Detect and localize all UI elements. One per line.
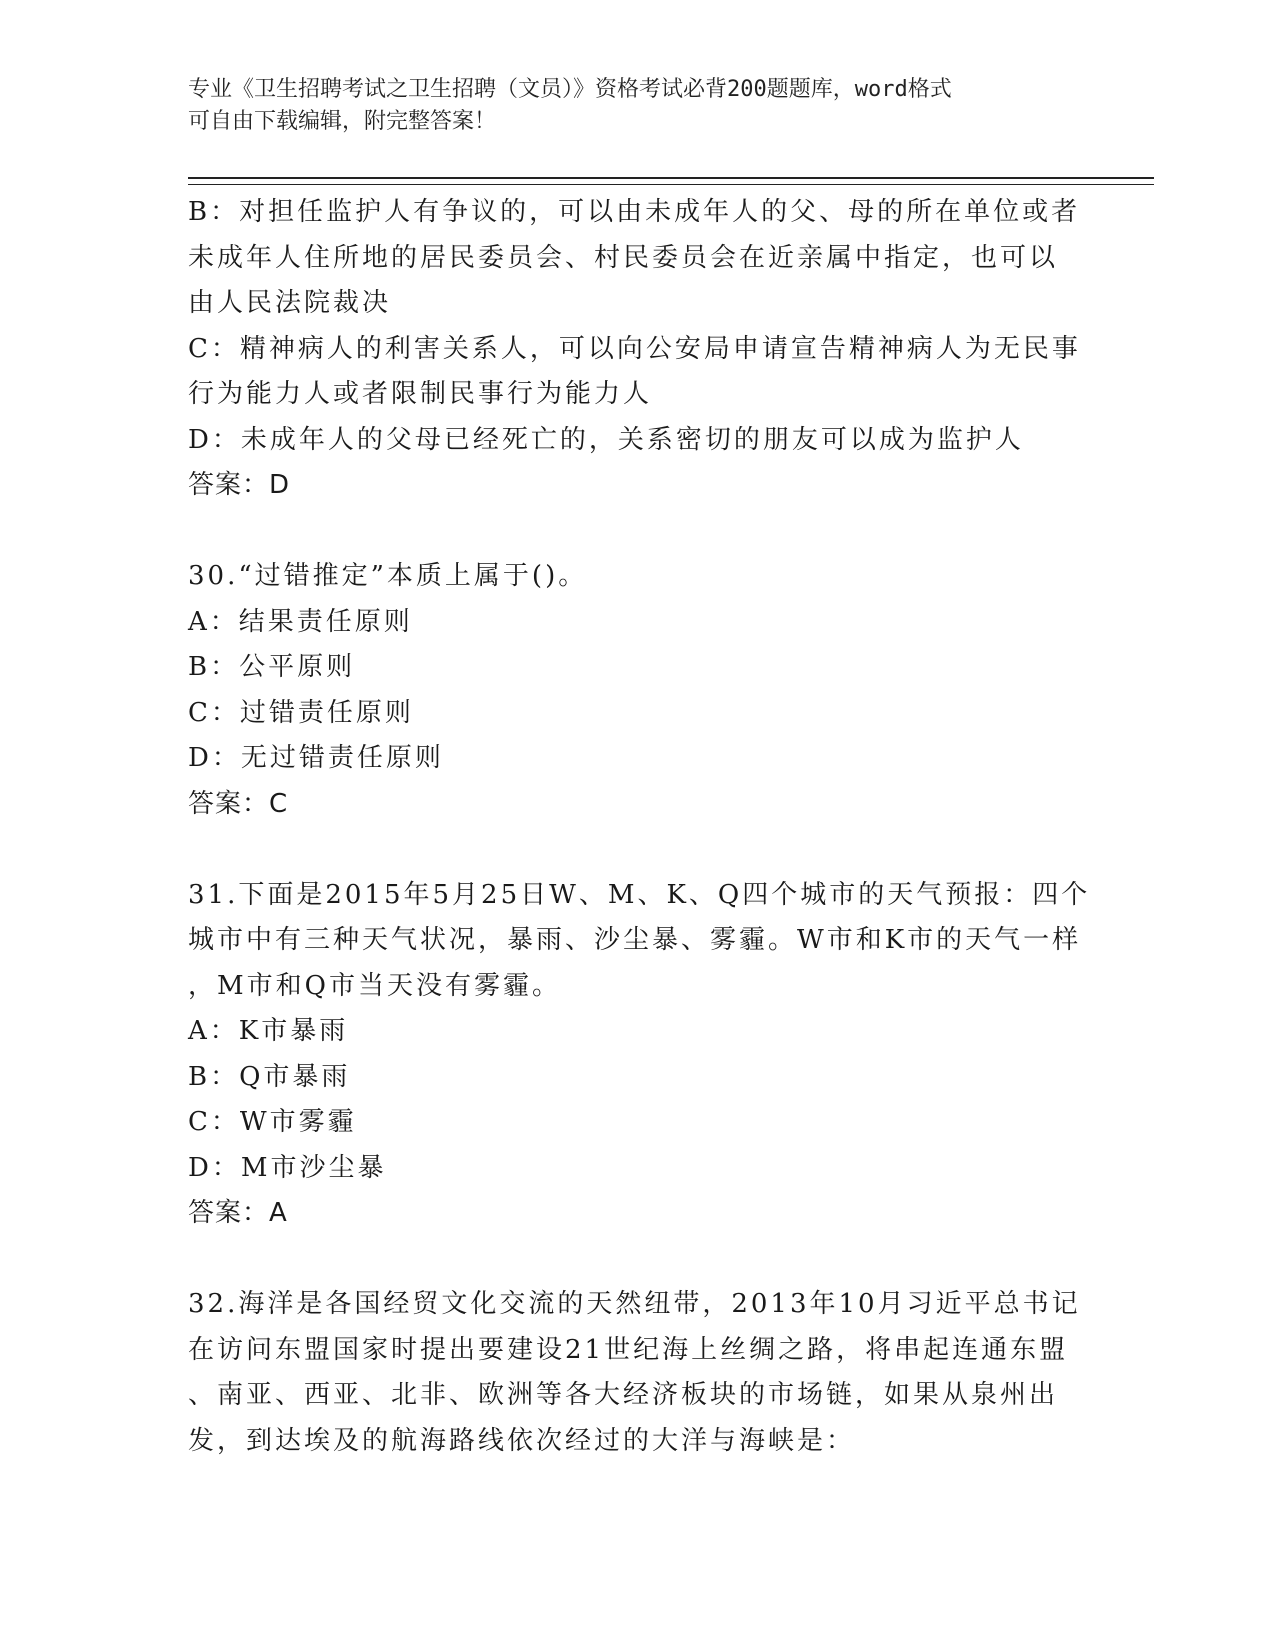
q31-stem-line-2: 城市中有三种天气状况，暴雨、沙尘暴、雾霾。W市和K市的天气一样 bbox=[188, 925, 1082, 955]
q32-stem-line-3: 、南亚、西亚、北非、欧洲等各大经济板块的市场链，如果从泉州出 bbox=[188, 1380, 1059, 1410]
question-29-continued bbox=[188, 190, 1088, 509]
q30-option-a: A：结果责任原则 bbox=[188, 606, 413, 637]
q31-stem-line-3: ，M市和Q市当天没有雾霾。 bbox=[188, 970, 561, 1001]
q30-option-c: C：过错责任原则 bbox=[188, 697, 414, 728]
page-header bbox=[188, 74, 1088, 138]
spacer bbox=[188, 827, 1088, 873]
q29-answer: 答案：D bbox=[188, 470, 291, 500]
q29-option-b-line-3: 由人民法院裁决 bbox=[188, 288, 392, 318]
header-line-2: 可自由下载编辑，附完整答案！ bbox=[188, 109, 497, 134]
header-line-1: 专业《卫生招聘考试之卫生招聘（文员）》资格考试必背200题题库，word格式 bbox=[188, 77, 952, 102]
q31-option-c: C：W市雾霾 bbox=[188, 1107, 357, 1137]
q31-option-d: D：M市沙尘暴 bbox=[188, 1152, 387, 1183]
q32-stem-line-4: 发，到达埃及的航海路线依次经过的大洋与海峡是： bbox=[188, 1425, 856, 1456]
q29-option-d: D：未成年人的父母已经死亡的，关系密切的朋友可以成为监护人 bbox=[188, 424, 1024, 455]
q31-answer: 答案：A bbox=[188, 1198, 288, 1228]
q29-option-c-line-2: 行为能力人或者限制民事行为能力人 bbox=[188, 379, 653, 409]
q32-stem-line-1: 32.海洋是各国经贸文化交流的天然纽带，2013年10月习近平总书记 bbox=[188, 1289, 1081, 1319]
q29-option-b-line-2: 未成年人住所地的居民委员会、村民委员会在近亲属中指定，也可以 bbox=[188, 242, 1059, 273]
q30-option-b: B：公平原则 bbox=[188, 652, 356, 682]
q30-answer: 答案：C bbox=[188, 788, 289, 819]
question-content bbox=[188, 190, 1091, 1464]
spacer bbox=[188, 509, 1088, 555]
q31-option-b: B：Q市暴雨 bbox=[188, 1061, 351, 1092]
question-30 bbox=[188, 554, 1088, 827]
q31-stem-line-1: 31.下面是2015年5月25日W、M、K、Q四个城市的天气预报：四个 bbox=[188, 879, 1091, 910]
q30-option-d: D：无过错责任原则 bbox=[188, 743, 444, 773]
q31-option-a: A：K市暴雨 bbox=[188, 1016, 349, 1046]
question-32 bbox=[188, 1282, 1088, 1464]
q29-option-b-line-1: B：对担任监护人有争议的，可以由未成年人的父、母的所在单位或者 bbox=[188, 197, 1081, 227]
spacer bbox=[188, 1237, 1088, 1283]
q32-stem-line-2: 在访问东盟国家时提出要建设21世纪海上丝绸之路，将串起连通东盟 bbox=[188, 1334, 1069, 1365]
header-divider bbox=[188, 177, 1154, 185]
q30-stem: 30.“过错推定”本质上属于()。 bbox=[188, 561, 588, 591]
q29-option-c-line-1: C：精神病人的利害关系人，可以向公安局申请宣告精神病人为无民事 bbox=[188, 333, 1081, 364]
question-31 bbox=[188, 873, 1091, 1237]
